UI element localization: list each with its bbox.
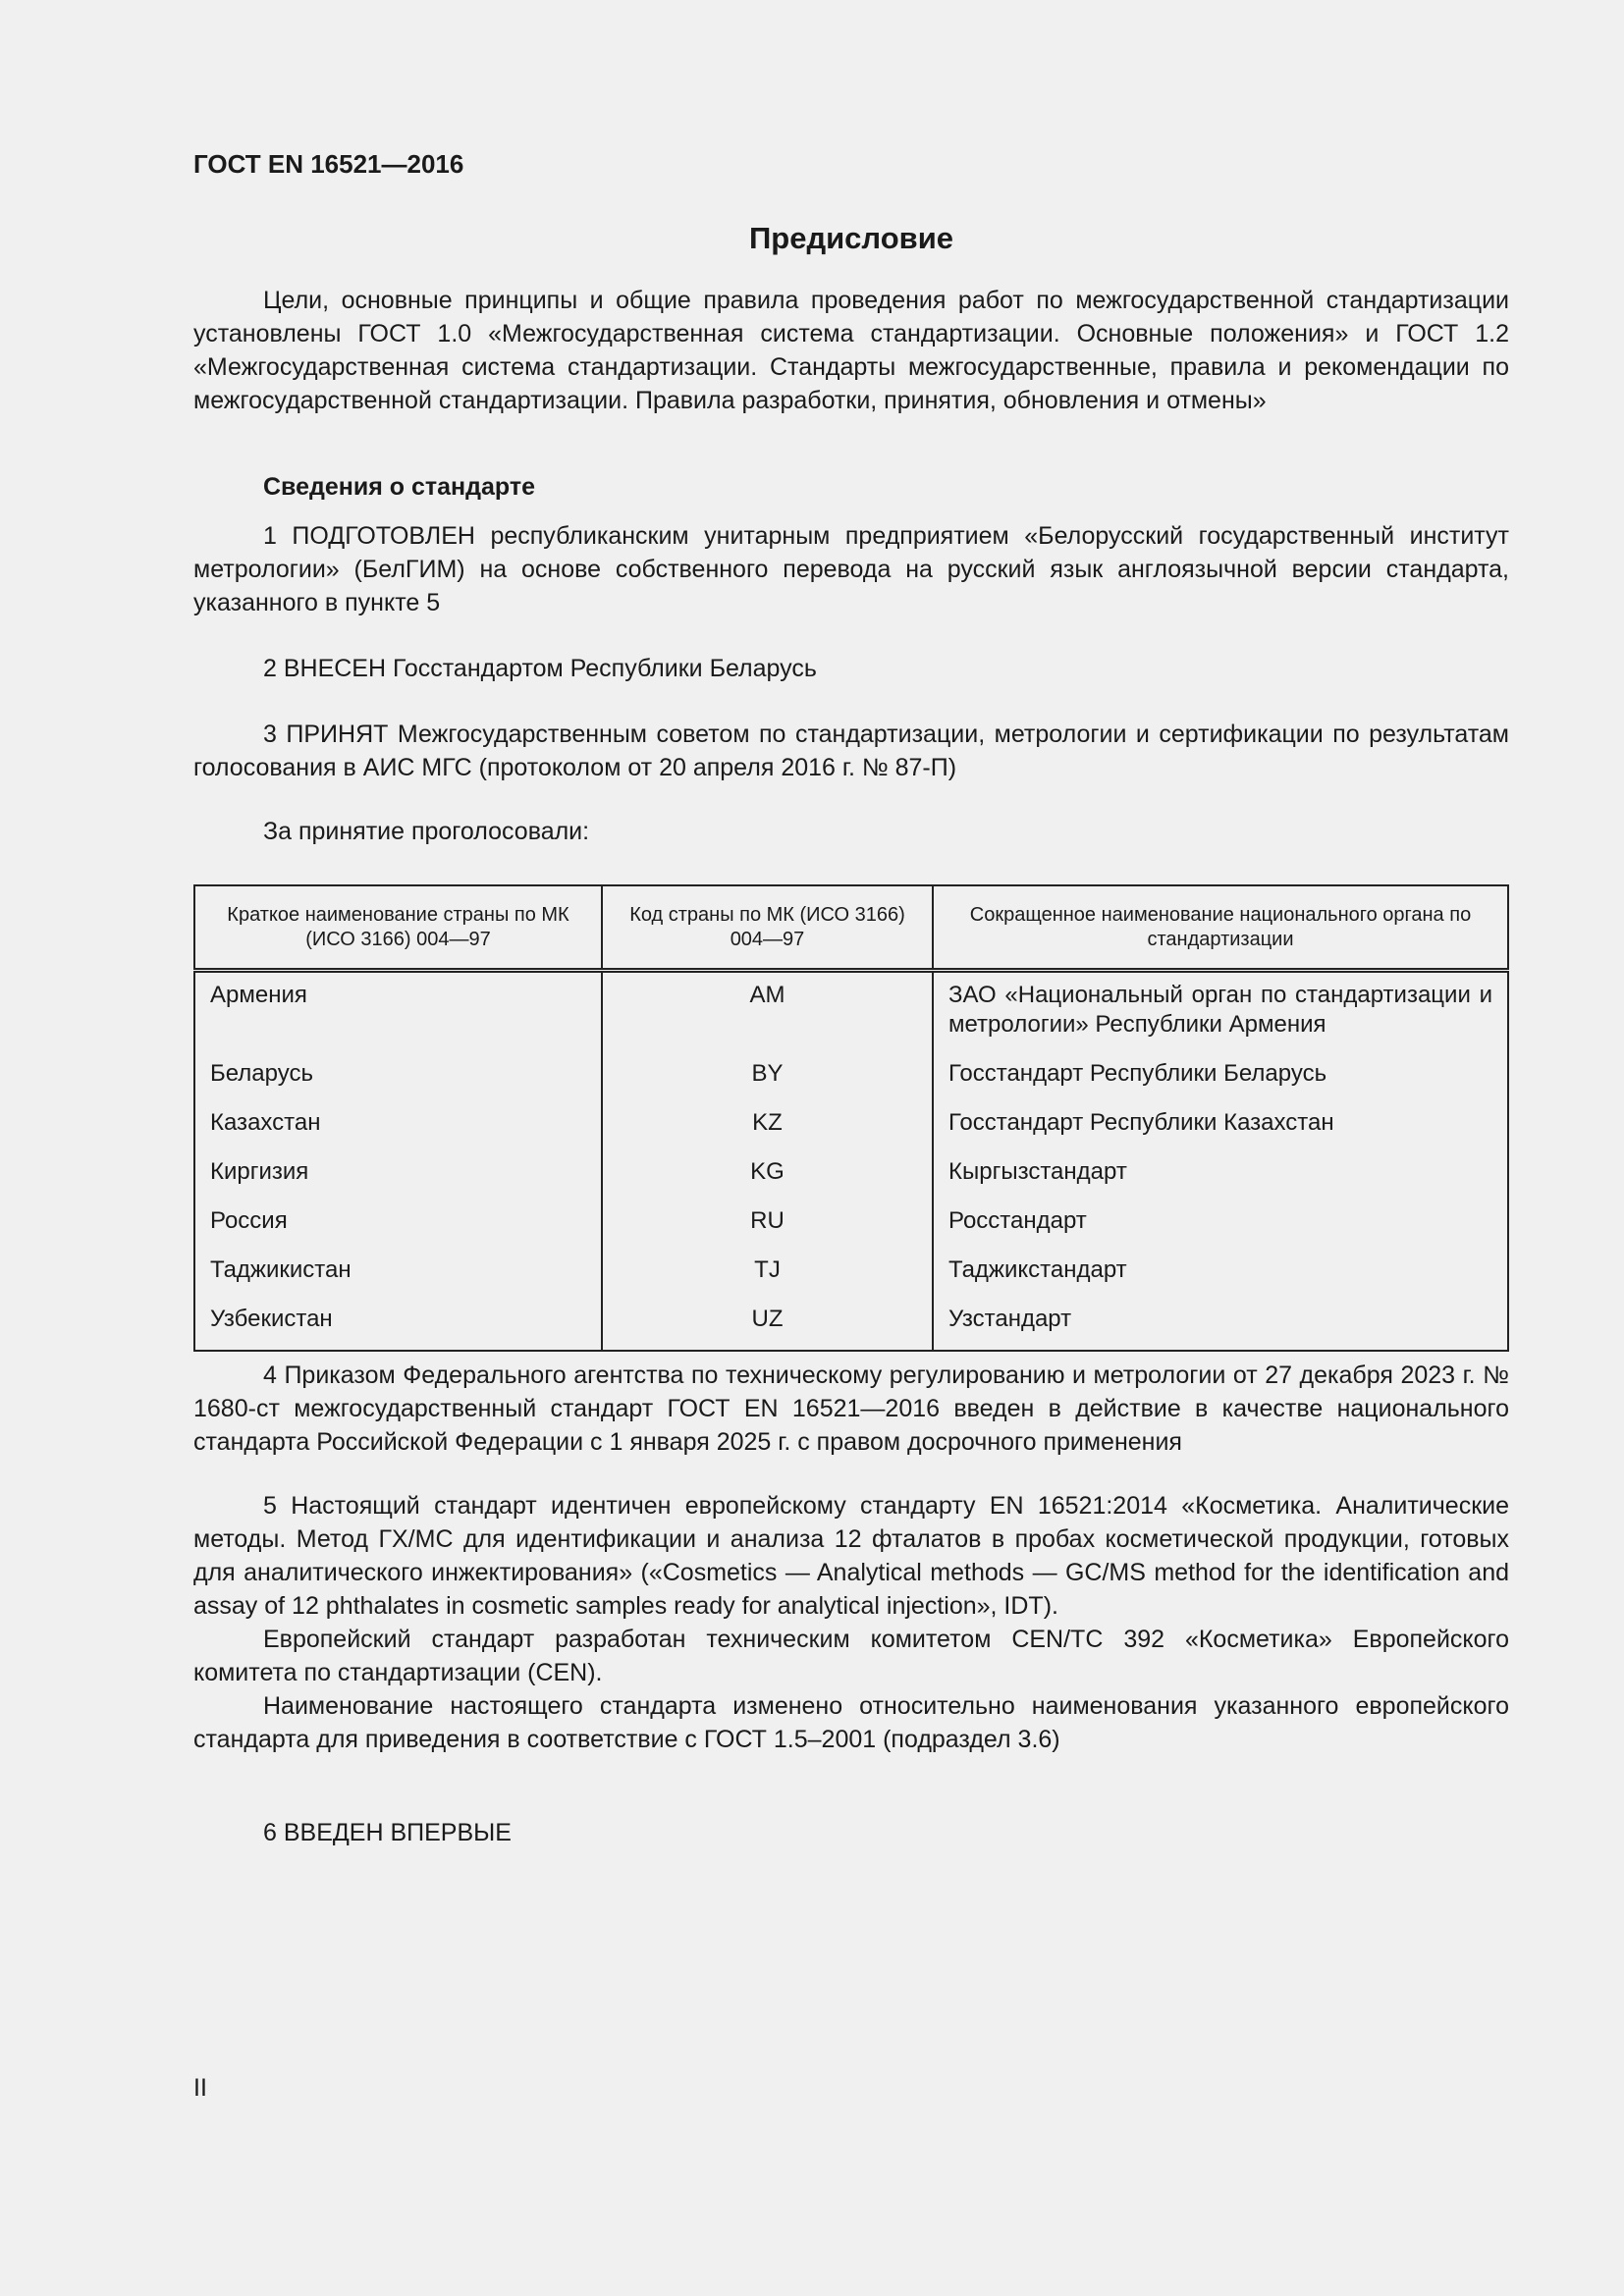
country-name-cell: Армения <box>194 971 602 1060</box>
vote-label-block <box>193 815 1509 848</box>
national-body-cell: Госстандарт Республики Казахстан <box>933 1108 1508 1157</box>
table-row <box>194 971 1508 1060</box>
country-code-cell: RU <box>602 1206 933 1255</box>
country-name-cell: Узбекистан <box>194 1305 602 1351</box>
page-title: Предисловие <box>748 221 953 255</box>
country-name-cell: Киргизия <box>194 1157 602 1206</box>
intro-paragraph: Цели, основные принципы и общие правила проведения работ по межгосударственной стандартизации установлены ГОСТ 1.0 «Межгосударственная система стандартизации. Основные положения» и ГОСТ 1.2 «Межгосударственная система стандартизации. Стандарты межгосударственные, правила и рекомендации по межгосударственной стандартизации. Правила разработки, принятия, обновления и отмены» <box>193 287 1509 414</box>
table-row <box>194 1108 1508 1157</box>
page-number: II <box>193 2074 207 2102</box>
country-code-cell: BY <box>602 1059 933 1108</box>
vote-label: За принятие проголосовали: <box>263 818 590 845</box>
country-name-cell: Беларусь <box>194 1059 602 1108</box>
item-4-paragraph: 4 Приказом Федерального агентства по техническому регулированию и метрологии от 27 декабря 2023 г. № 1680-ст межгосударственный стандарт ГОСТ EN 16521—2016 введен в действие в качестве национального стандарта Российской Федерации с 1 января 2025 г. с правом досрочного применения <box>193 1362 1509 1456</box>
table-row <box>194 1059 1508 1108</box>
country-code-cell: UZ <box>602 1305 933 1351</box>
item-5-european-committee: Европейский стандарт разработан техническим комитетом CEN/TC 392 «Косметика» Европейского комитета по стандартизации (CEN). <box>193 1626 1509 1686</box>
item-2-block <box>193 652 1509 685</box>
item-5-block <box>193 1489 1509 1756</box>
country-code-cell: AM <box>602 971 933 1060</box>
country-name-cell: Таджикистан <box>194 1255 602 1305</box>
item-2-paragraph: 2 ВНЕСЕН Госстандартом Республики Беларусь <box>263 655 817 682</box>
header-country-name: Краткое наименование страны по МК (ИСО 3166) 004—97 <box>194 885 602 971</box>
item-3-paragraph: 3 ПРИНЯТ Межгосударственным советом по стандартизации, метрологии и сертификации по результатам голосования в АИС МГС (протоколом от 20 апреля 2016 г. № 87-П) <box>193 721 1509 781</box>
table-row <box>194 1255 1508 1305</box>
national-body-cell: Росстандарт <box>933 1206 1508 1255</box>
item-5-paragraph: 5 Настоящий стандарт идентичен европейскому стандарту EN 16521:2014 «Косметика. Аналитические методы. Метод ГХ/МС для идентификации и анализа 12 фталатов в пробах косметической продукции, готовых для аналитического инжектирования» («Cosmetics — Analytical methods — GC/MS method for the identification and assay of 12 phthalates in cosmetic samples ready for analytical injection», IDT). <box>193 1492 1509 1620</box>
table-row <box>194 1206 1508 1255</box>
national-body-cell: ЗАО «Национальный орган по стандартизации и метрологии» Республики Армения <box>933 971 1508 1060</box>
item-1-block <box>193 519 1509 619</box>
voting-states-table <box>193 884 1509 1352</box>
country-code-cell: KG <box>602 1157 933 1206</box>
country-name-cell: Казахстан <box>194 1108 602 1157</box>
table-row <box>194 1157 1508 1206</box>
country-code-cell: KZ <box>602 1108 933 1157</box>
table-row <box>194 1305 1508 1351</box>
item-1-paragraph: 1 ПОДГОТОВЛЕН республиканским унитарным предприятием «Белорусский государственный институт метрологии» (БелГИМ) на основе собственного перевода на русский язык англоязычной версии стандарта, указанного в пункте 5 <box>193 522 1509 616</box>
item-6-block <box>193 1816 1509 1849</box>
item-3-block <box>193 718 1509 784</box>
national-body-cell: Кыргызстандарт <box>933 1157 1508 1206</box>
section-heading-block <box>193 470 1509 504</box>
intro-block <box>193 284 1509 417</box>
country-name-cell: Россия <box>194 1206 602 1255</box>
item-6-paragraph: 6 ВВЕДЕН ВПЕРВЫЕ <box>263 1819 512 1846</box>
header-national-body: Сокращенное наименование национального органа по стандартизации <box>933 885 1508 971</box>
section-heading: Сведения о стандарте <box>263 473 536 501</box>
item-5-title-change: Наименование настоящего стандарта изменено относительно наименования указанного европейского стандарта для приведения в соответствие с ГОСТ 1.5–2001 (подраздел 3.6) <box>193 1692 1509 1753</box>
table-header-row <box>194 885 1508 971</box>
country-code-cell: TJ <box>602 1255 933 1305</box>
national-body-cell: Узстандарт <box>933 1305 1508 1351</box>
item-4-block <box>193 1359 1509 1459</box>
national-body-cell: Госстандарт Республики Беларусь <box>933 1059 1508 1108</box>
national-body-cell: Таджикстандарт <box>933 1255 1508 1305</box>
header-country-code: Код страны по МК (ИСО 3166) 004—97 <box>602 885 933 971</box>
document-id: ГОСТ EN 16521—2016 <box>193 149 464 179</box>
